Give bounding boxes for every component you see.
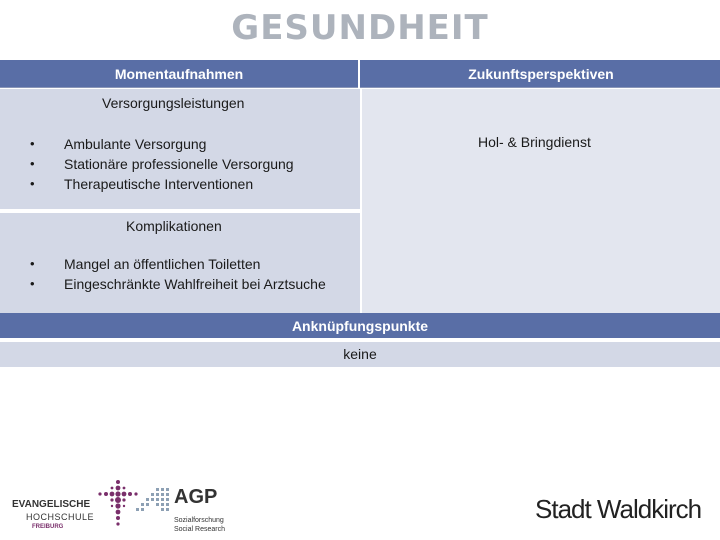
eh-logo-line2: HOCHSCHULE [26,512,95,522]
zukunft-text: Hol- & Bringdienst [478,134,591,150]
list-item: • Stationäre professionelle Versorgung [30,154,294,174]
list-item: • Therapeutische Interventionen [30,174,294,194]
page-title: GESUNDHEIT [231,8,489,48]
komplikationen-label: Komplikationen [126,218,222,234]
list-item: • Mangel an öffentlichen Toiletten [30,254,326,274]
evangelische-hochschule-logo [12,478,132,528]
agp-title: AGP [174,486,218,508]
list-item: • Ambulante Versorgung [30,134,294,154]
versorgung-list [30,134,294,194]
stadt-waldkirch-logo: Stadt Waldkirch [535,494,702,524]
agp-subtitle-line1: Sozialforschung [174,517,224,524]
agp-subtitle-line2: Social Research [174,526,225,533]
eh-logo-line3: FREIBURG [32,524,64,530]
versorgung-label: Versorgungsleistungen [102,95,245,111]
header-momentaufnahmen: Momentaufnahmen [0,60,360,88]
table-header-row [0,60,720,88]
agp-dots-icon [136,488,170,518]
column-divider [360,89,362,313]
agp-subtitle [174,516,244,534]
dotted-cross-icon [96,478,140,528]
komplikationen-list [30,254,326,294]
list-item: • Eingeschränkte Wahlfreiheit bei Arztsuche [30,274,326,294]
anknuepfung-value: keine [0,342,720,367]
anknuepfung-header: Anknüpfungspunkte [0,313,720,340]
header-zukunftsperspektiven: Zukunftsperspektiven [468,66,614,82]
agp-logo [136,486,236,536]
eh-logo-line1: EVANGELISCHE [12,499,91,510]
cell-zukunft [362,89,720,313]
